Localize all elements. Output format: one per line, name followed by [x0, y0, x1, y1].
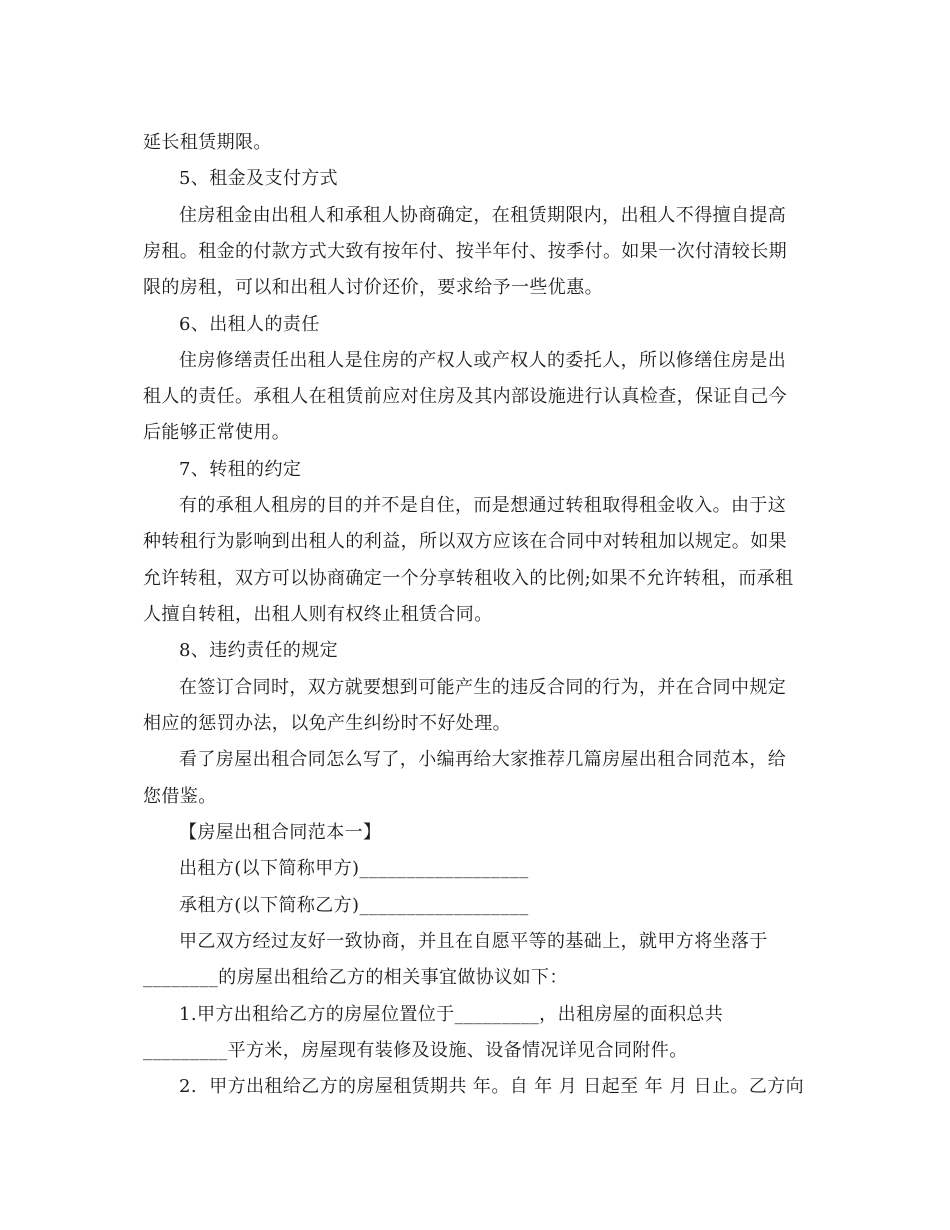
- text-line: 住房修缮责任出租人是住房的产权人或产权人的委托人，所以修缮住房是出: [179, 350, 787, 371]
- text-line: 甲乙双方经过友好一致协商，并且在自愿平等的基础上，就甲方将坐落于: [179, 931, 768, 952]
- text-line: 看了房屋出租合同怎么写了，小编再给大家推荐几篇房屋出租合同范本，给: [179, 749, 787, 770]
- section-heading: 5、租金及支付方式: [179, 168, 339, 189]
- section-heading: 6、出租人的责任: [179, 314, 320, 335]
- text-line: 延长租赁期限。: [143, 132, 272, 153]
- text-line: 允许转租，双方可以协商确定一个分享转租收入的比例;如果不允许转租，而承租: [143, 568, 794, 589]
- clause-1: 1.甲方出租给乙方的房屋位置位于_________，出租房屋的面积总共: [179, 1004, 724, 1025]
- text-line: 人擅自转租，出租人则有权终止租赁合同。: [143, 604, 493, 625]
- lessor-field: 出租方(以下简称甲方)__________________: [179, 858, 529, 879]
- section-heading: 8、违约责任的规定: [179, 640, 339, 661]
- clause-2: 2. 甲方出租给乙方的房屋租赁期共 年。自 年 月 日起至 年 月 日止。乙方向: [179, 1076, 805, 1097]
- text-line: 相应的惩罚办法，以免产生纠纷时不好处理。: [143, 713, 511, 734]
- text-line: 后能够正常使用。: [143, 422, 291, 443]
- text-line: ________的房屋出租给乙方的相关事宜做协议如下：: [143, 967, 568, 988]
- text-line: 限的房租，可以和出租人讨价还价，要求给予一些优惠。: [143, 277, 603, 298]
- text-line: _________平方米，房屋现有装修及设施、设备情况详见合同附件。: [143, 1040, 688, 1061]
- text-line: 在签订合同时，双方就要想到可能产生的违反合同的行为，并在合同中规定: [179, 677, 787, 698]
- text-line: 您借鉴。: [143, 786, 217, 807]
- contract-title: 【房屋出租合同范本一】: [179, 822, 382, 843]
- section-heading: 7、转租的约定: [179, 459, 302, 480]
- text-line: 住房租金由出租人和承租人协商确定，在租赁期限内，出租人不得擅自提高: [179, 205, 787, 226]
- text-line: 房租。租金的付款方式大致有按年付、按半年付、按季付。如果一次付清较长期: [143, 241, 787, 262]
- lessee-field: 承租方(以下简称乙方)__________________: [179, 895, 529, 916]
- text-line: 种转租行为影响到出租人的利益，所以双方应该在合同中对转租加以规定。如果: [143, 531, 787, 552]
- text-line: 有的承租人租房的目的并不是自住，而是想通过转租取得租金收入。由于这: [179, 495, 787, 516]
- text-line: 租人的责任。承租人在租赁前应对住房及其内部设施进行认真检查，保证自己今: [143, 386, 787, 407]
